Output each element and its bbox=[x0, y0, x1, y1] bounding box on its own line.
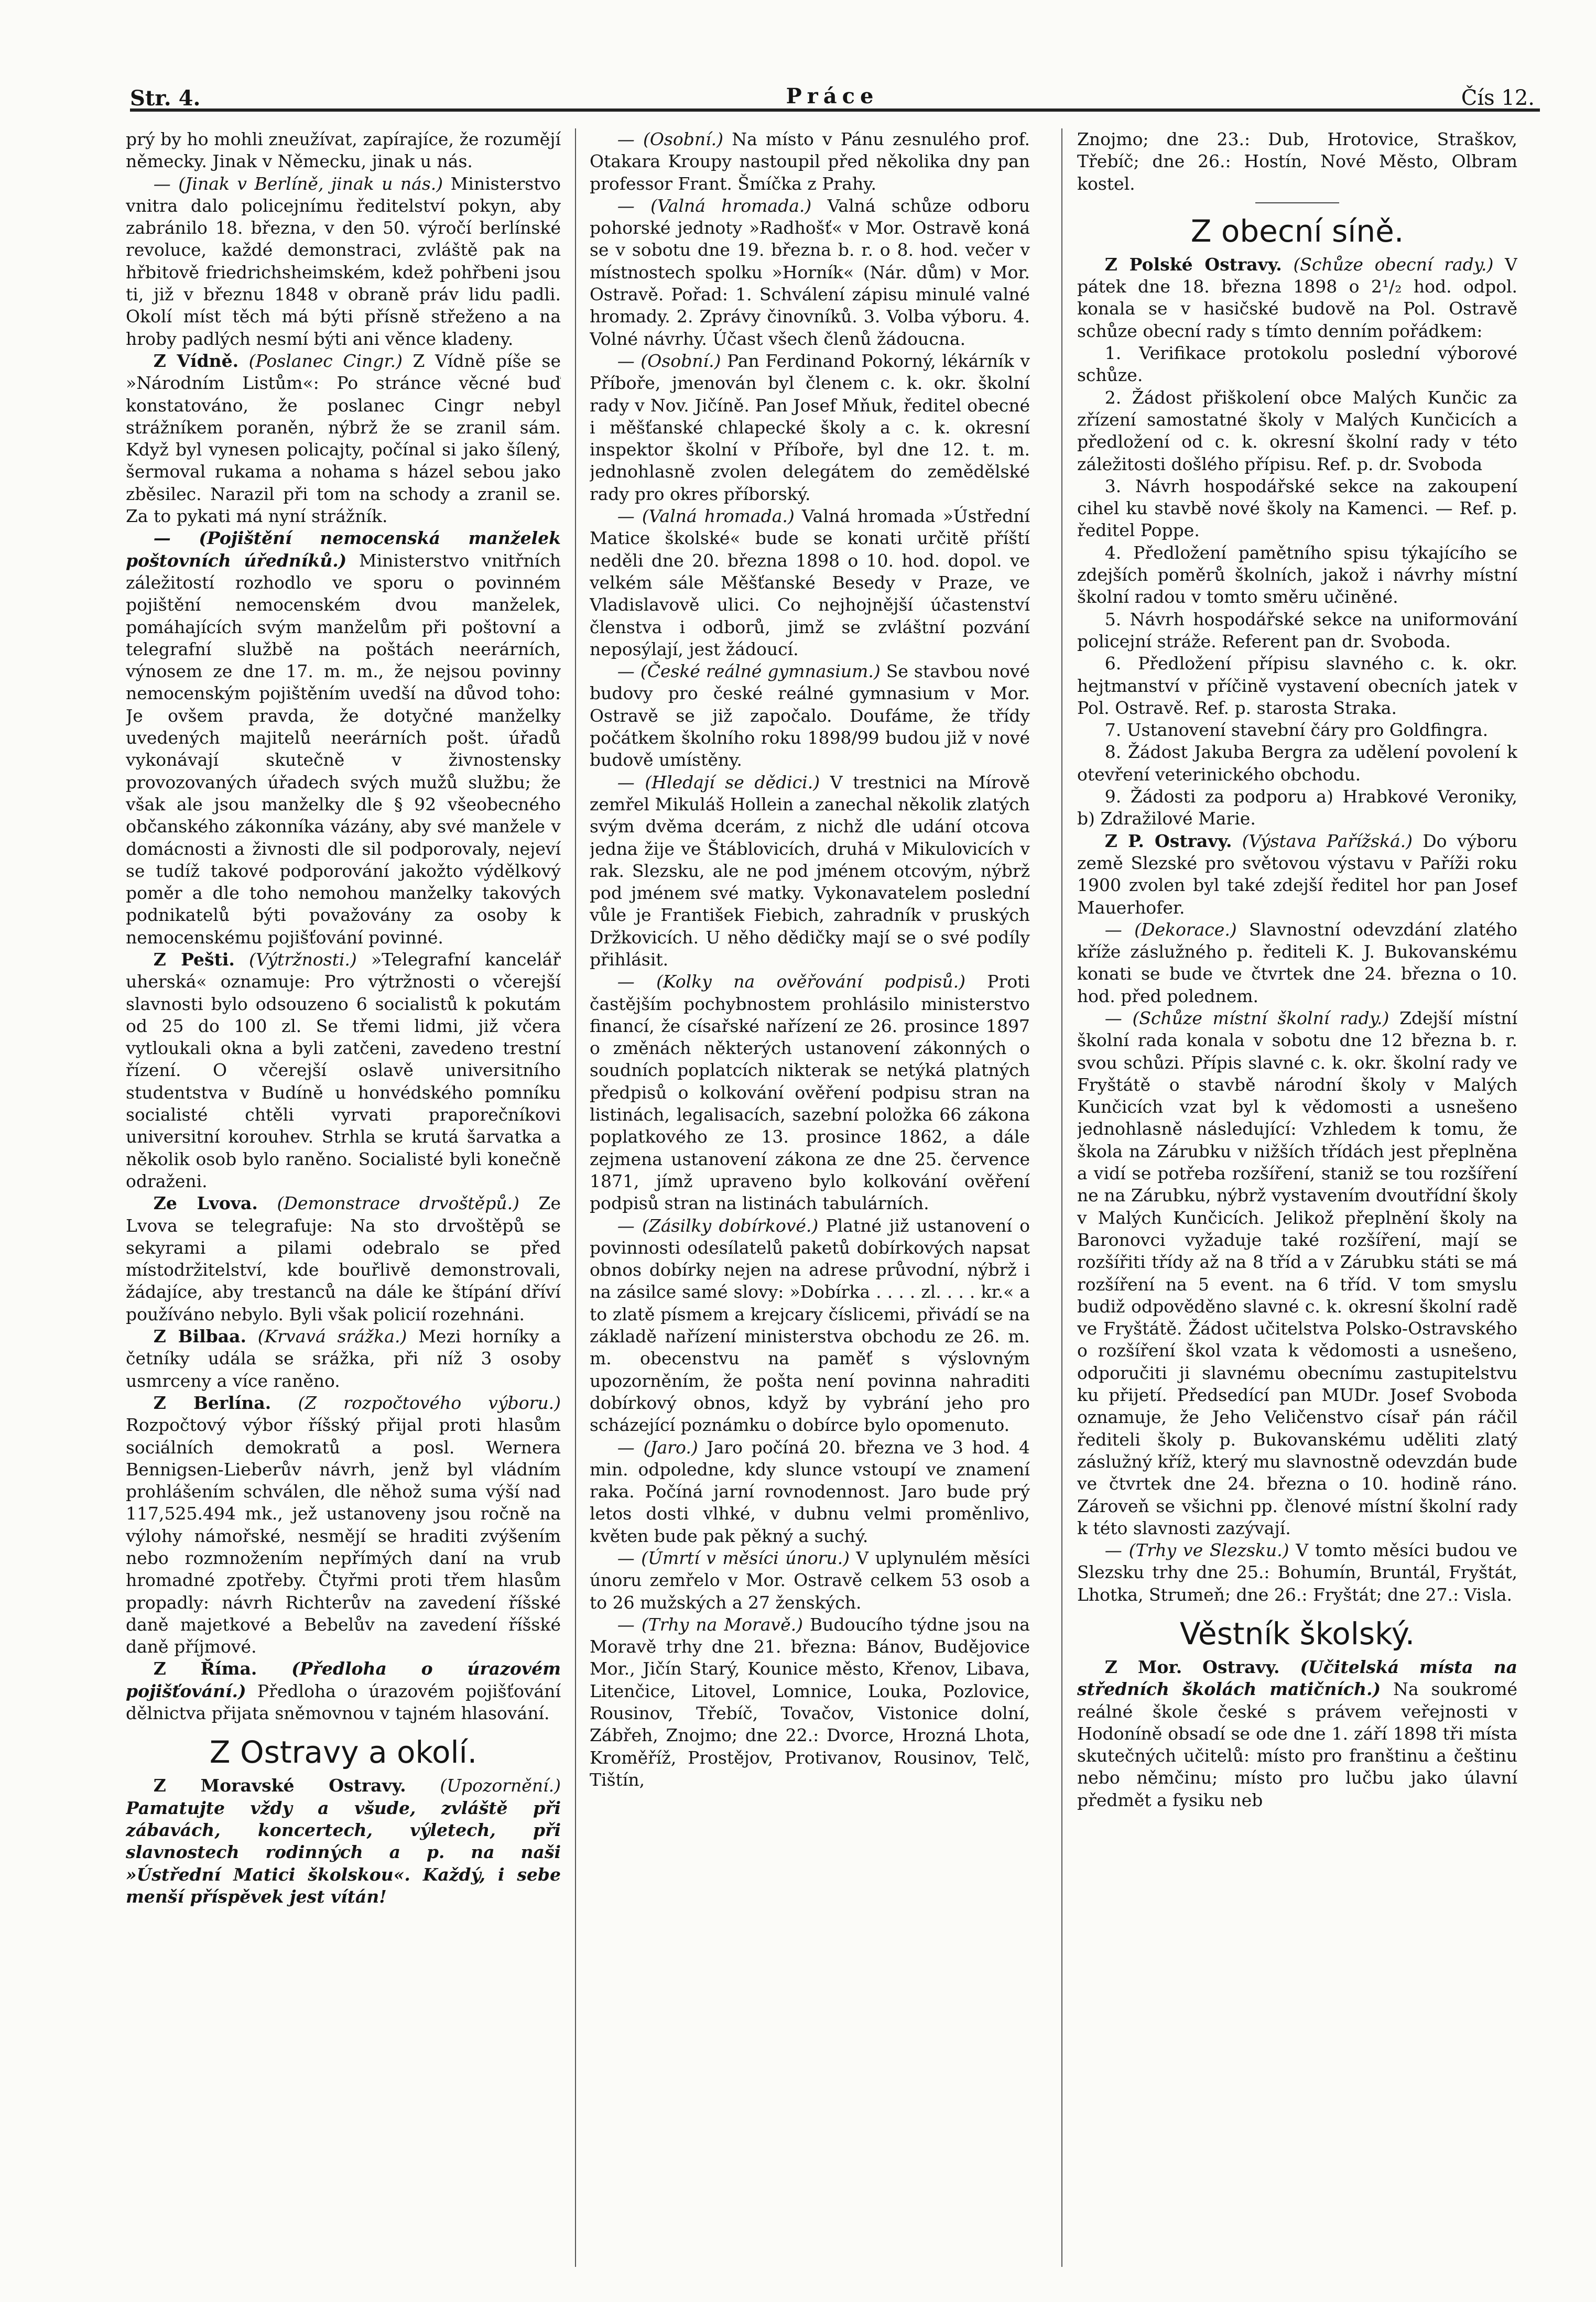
article bbox=[590, 1547, 1030, 1614]
article-location: Z Bilbaa. bbox=[153, 1326, 246, 1347]
article-body: V uplynulém měsíci únoru zemřelo v Mor. Ostravě celkem 53 osob a to 26 mužských a 27 ženských. bbox=[590, 1548, 1030, 1613]
column-1 bbox=[126, 128, 561, 2277]
agenda-item: 3. Návrh hospodářské sekce na zakoupení cihel ku stavbě nové školy na Kamenci. — Ref. p. ředitel Poppe. bbox=[1077, 475, 1517, 541]
column-3 bbox=[1077, 128, 1517, 2277]
agenda-item: 6. Předložení přípisu slavného c. k. okr. hejtmanství v příčině vystavení obecních jatek v Pol. Ostravě. Ref. p. starosta Straka. bbox=[1077, 653, 1517, 718]
article bbox=[590, 350, 1030, 505]
article-location: Z Vídně. bbox=[153, 350, 239, 371]
article-title: — (Pojištění nemocenská manželek poštovních úředníků.) bbox=[126, 528, 561, 571]
article-body: Platné již ustanovení o povinnosti odesílatelů paketů dobírkových napsat obnos dobírky nejen na adrese průvodní, nýbrž i na zásilce samé slovy: »Dobírka . . . . zl. . . . kr.« a to zlatě písmem a krejcary číslicemi, přivádí se na základě nařízení ministerstva obchodu ze 26. m. m. obecenstvu na paměť s výslovným upozorněním, že pošta není povinna nahraditi dobírkový obnos, když by vybrání jeho pro scházející poznámku o dobírce bylo opomenuto. bbox=[590, 1215, 1030, 1436]
article bbox=[1077, 254, 1517, 342]
article-title: — (Jaro.) bbox=[617, 1437, 698, 1458]
article-title: — (Hledají se dědici.) bbox=[617, 772, 820, 792]
article-title: — (Osobní.) bbox=[617, 129, 724, 149]
article-body: Na místo v Pánu zesnulého prof. Otakara Kroupy nastoupil před několika dny pan professor Frant. Šmíčka z Prahy. bbox=[590, 129, 1030, 194]
article-body: V trestnici na Mírově zemřel Mikuláš Hollein a zanechal několik zlatých svým dvěma dcerám, z nichž dle udání otcova jedna žije ve Štáblovicích, druhá v Mikulovicích v rak. Slezsku, ale ne pod jménem otcovým, nýbrž pod jménem své matky. Vykonavatelem poslední vůle je František Fiebich, zahradník v pruských Držkovicích. U něho dědičky mají se o své podíly přihlásit. bbox=[590, 772, 1030, 970]
article-text: Znojmo; dne 23.: Dub, Hrotovice, Straškov, Třebíč; dne 26.: Hostín, Nové Město, Olbram kostel. bbox=[1077, 129, 1517, 194]
article-body: Budoucího týdne jsou na Moravě trhy dne 21. března: Bánov, Budějovice Mor., Jičín Starý, Kounice město, Křenov, Libava, Litenčice, Litovel, Lomnice, Louka, Pozlovice, Rousinov, Třebíč, Tovačov, Vistonice dolní, Zábřeh, Znojmo; dne 22.: Dvorce, Hrozná Lhota, Kroměříž, Prostějov, Protivanov, Rousinov, Telč, Tištín, bbox=[590, 1614, 1030, 1790]
article-body: Valná schůze odboru pohorské jednoty »Radhošť« v Mor. Ostravě koná se v sobotu dne 19. března b. r. o 8. hod. večer v místnostech spolku »Horník« (Nár. dům) v Mor. Ostravě. Pořad: 1. Schválení zápisu minulé valné hromady. 2. Zprávy činovníků. 3. Volba výboru. 4. Volné návrhy. Účast všech členů žádoucna. bbox=[590, 195, 1030, 349]
article bbox=[590, 195, 1030, 350]
article bbox=[590, 128, 1030, 195]
article-body: Pan Ferdinand Pokorný, lékárník v Příboře, jmenován byl členem c. k. okr. školní rady v Nov. Jičíně. Pan Josef Mňuk, ředitel obecné i měšťanské chlapecké školy a c. k. okresní inspektor školní v Příboře, byl dne 12. t. m. jednohlasně zvolen delegátem do zemědělské rady pro okres příborský. bbox=[590, 350, 1030, 504]
article-title: — (Trhy ve Slezsku.) bbox=[1104, 1540, 1289, 1561]
article-body: Se stavbou nové budovy pro české reálné gymnasium v Mor. Ostravě se již započalo. Doufáme, že třídy počátkem školního roku 1898/99 budou již v nové budově umístěny. bbox=[590, 661, 1030, 770]
agenda-item: 5. Návrh hospodářské sekce na uniformování policejní stráže. Referent pan dr. Svoboda. bbox=[1077, 609, 1517, 651]
article-location: Z P. Ostravy. bbox=[1104, 830, 1232, 851]
article-title: (Schůze obecní rady.) bbox=[1282, 254, 1494, 275]
article bbox=[1077, 919, 1517, 1007]
article-title: — (Schůze místní školní rady.) bbox=[1104, 1007, 1389, 1028]
separator bbox=[1255, 202, 1339, 203]
article-title: (Výstava Pařížská.) bbox=[1232, 830, 1413, 851]
article-body: Jaro počíná 20. března ve 3 hod. 4 min. odpoledne, kdy slunce vstoupí ve znamení raka. Počíná jarní rovnodennost. Jaro bude prý letos dosti vlhké, v dubnu velmi proměnlivo, květen bude pak pěkný a suchý. bbox=[590, 1437, 1030, 1546]
article-body: Pamatujte vždy a všude, zvláště při zábavách, koncertech, výletech, při slavnostech rodinných a p. na naši »Ústřední Matici školskou«. Každý, i sebe menší příspěvek jest vítán! bbox=[126, 1797, 561, 1907]
article-location: Ze Lvova. bbox=[153, 1193, 258, 1214]
article-title: — (Jinak v Berlíně, jinak u nás.) bbox=[153, 173, 443, 194]
article bbox=[126, 350, 561, 527]
agenda-item: 2. Žádost přiškolení obce Malých Kunčic za zřízení samostatné školy v Malých Kunčicích a předložení od c. k. okresní školní rady v této záležitosti došlého přípisu. Ref. p. dr. Svoboda bbox=[1077, 387, 1517, 474]
page-number: Str. 4. bbox=[130, 86, 201, 111]
masthead-title: Práce bbox=[786, 84, 879, 108]
article-body: Předloha o úrazovém pojišťování dělnictva přijata sněmovnou v tajném hlasování. bbox=[126, 1680, 561, 1724]
article bbox=[126, 1192, 561, 1326]
column-divider-1 bbox=[575, 128, 576, 2267]
article-title: — (Valná hromada.) bbox=[617, 506, 795, 527]
article bbox=[590, 660, 1030, 771]
article-title: — (Kolky na ověřování podpisů.) bbox=[617, 971, 965, 992]
agenda-item: 8. Žádost Jakuba Bergra za udělení povolení k otevření veterinického obchodu. bbox=[1077, 742, 1517, 785]
article-title: (Demonstrace drvoštěpů.) bbox=[257, 1193, 519, 1214]
article-body: »Telegrafní kancelář uherská« oznamuje: Pro výtržnosti o včerejší slavnosti bylo odsouzeno 6 socialistů k pokutám od 25 do 100 zl. Se třemi lidmi, již včera vytloukali okna a byli zatčeni, zavedeno trestní řízení. O včerejší oslavě universitního studentstva v Budíně u honvédského pomníku socialisté chtěli vyrvati praporečníkovi universitní korouhev. Strhla se krutá šarvatka a několik osob bylo raněno. Socialisté byli konečně odraženi. bbox=[126, 949, 561, 1191]
article-text: prý by ho mohli zneužívat, zapírajíce, že rozumějí německy. Jinak v Německu, jinak u nás. bbox=[126, 129, 561, 172]
article-title: (Výtržnosti.) bbox=[234, 949, 357, 970]
article-title: (Předloha o úrazovém pojišťování.) bbox=[126, 1658, 561, 1701]
article-title: (Poslanec Cingr.) bbox=[238, 350, 403, 371]
article-body: V pátek dne 18. března 1898 o 2¹/₂ hod. odpol. konala se v hasičské budově na Pol. Ostravě schůze obecní rady s tímto denním pořádkem: bbox=[1077, 254, 1517, 341]
article bbox=[126, 1775, 561, 1908]
article-title: — (Valná hromada.) bbox=[617, 195, 812, 216]
article-body: Zdejší místní školní rada konala v sobotu dne 12 března b. r. svou schůzi. Přípis slavné c. k. okr. školní rady ve Fryštátě o stavbě národní školy v Malých Kunčicích vzat byl k vědomosti a usnešeno jednohlasně následující: Vzhledem k tomu, že škola na Zárubku v nižších třídách jest přeplněna a vidí se potřeba rozšíření, staniž se tou rozšíření ne na Zárubku, nýbrž vystavením dvoutřídní školy v Malých Kunčicích. Jelikož přeplnění školy na Baronovci vyžaduje také rozšíření, mají se rozšířiti třídy až na 8 tříd a v Zárubku státi se má rozšíření na 5 event. na 6 tříd. V tom smyslu budiž odpověděno slavné c. k. okresní školní radě ve Fryštátě. Žádost učitelstva Polsko-Ostravského o rozšíření škol vzata k vědomosti a usnešeno, odporučiti ji slavnému obecnímu zastupitelstvu ku přijetí. Předsedící pan MUDr. Josef Svoboda oznamuje, že Jeho Veličenstvo císař pán ráčil řediteli školy p. Bukovanskému uděliti zlatý záslužný kříž, který mu slavnostně odevzdán bude ve čtvrtek dne 24. března o 10. hodině ráno. Zároveň se všichni pp. členové místní školní rady k této slavnosti zazývají. bbox=[1077, 1007, 1517, 1538]
article bbox=[1077, 830, 1517, 919]
article bbox=[590, 505, 1030, 660]
article bbox=[126, 1326, 561, 1392]
article-location: Z Mor. Ostravy. bbox=[1104, 1657, 1280, 1677]
article-location: Z Říma. bbox=[153, 1658, 257, 1679]
article-location: Z Pešti. bbox=[153, 949, 235, 970]
article bbox=[590, 1215, 1030, 1437]
article-body: Mezi horníky a četníky udála se srážka, při níž 3 osoby usmrceny a více raněno. bbox=[126, 1326, 561, 1391]
article-title: (Krvavá srážka.) bbox=[246, 1326, 407, 1347]
article-title: — (Trhy na Moravě.) bbox=[617, 1614, 803, 1635]
article-location: Z Moravské Ostravy. bbox=[153, 1775, 406, 1796]
article-title: — (Úmrtí v měsíci únoru.) bbox=[617, 1548, 850, 1568]
page-header bbox=[130, 79, 1535, 112]
article-body: Ministerstvo vnitra dalo policejnímu ředitelství pokyn, aby zabránilo 18. března, v den 50. výročí berlínské revoluce, každé demonstraci, zvláště pak na hřbitově friedrichsheimském, kdež pohřbeni jsou ti, již v březnu 1848 v obraně práv lidu padli. Okolí míst těch má býti přísně střeženo a na hroby padlých nesmí býti ani věnce kladeny. bbox=[126, 173, 561, 349]
agenda-item: 7. Ustanovení stavební čáry pro Goldfingra. bbox=[1104, 720, 1489, 741]
article bbox=[590, 772, 1030, 971]
article-title: (Upozornění.) bbox=[406, 1775, 561, 1796]
article-body: Slavnostní odevzdání zlatého kříže záslužného p. řediteli K. J. Bukovanskému konati se bude ve čtvrtek dne 24. března o 10. hod. před polednem. bbox=[1077, 919, 1517, 1006]
article bbox=[126, 1392, 561, 1658]
article-body: Valná hromada »Ústřední Matice školské« bude se konati určitě příští neděli dne 20. března 1898 o 10. hod. dopol. ve velkém sále Měšťanské Besedy v Praze, ve Vladislavově ulici. Co nejhojnější účastenství členstva i odborů, jimž se zvláštní pozvání neposýlají, jest žádoucí. bbox=[590, 506, 1030, 659]
article-body: Ze Lvova se telegrafuje: Na sto drvoštěpů se sekyrami a pilami odebralo se před místodržitelství, kde bouřlivě demonstrovali, žádajíce, aby trestanců na dále ke štípání dříví používáno nebylo. Byli však policií rozehnáni. bbox=[126, 1193, 561, 1324]
article bbox=[1077, 1656, 1517, 1811]
article-title: — (Osobní.) bbox=[617, 350, 721, 371]
column-2 bbox=[590, 128, 1030, 2277]
article-title: (Učitelská místa na středních školách matičních.) bbox=[1077, 1657, 1517, 1700]
article-title: — (České reálné gymnasium.) bbox=[617, 661, 881, 682]
article-body: Ministerstvo vnitřních záležitostí rozhodlo ve sporu o povinném pojištění nemocenském dvou manželek, pomáhajících svým manželům při poštovní a telegrafní službě na poštách neerárních, výnosem ze dne 17. m. m., že nejsou povinny nemocenským pojištěním uvedší na důvod toho: Je ovšem pravda, že dotyčné manželky uvedených majitelů neerárních pošt. úřadů vykonávají skutečně v živnostensky provozovaných úřadech svých mužů službu; že však ale jsou manželky dle § 92 všeobecného občanského zákonníka vázány, aby své manžele v domácnosti a živnosti dle sil podporovaly, nejeví se tudíž takové podporování jakožto výdělkový poměr a dle toho nemohou manželky takových podnikatelů býti považovány za osoby k nemocenskému pojišťování povinné. bbox=[126, 550, 561, 948]
article bbox=[126, 527, 561, 949]
article-location: Z Berlína. bbox=[153, 1392, 272, 1413]
article-body: V tomto měsíci budou ve Slezsku trhy dne 25.: Bohumín, Bruntál, Fryštát, Lhotka, Strumeň; dne 26.: Fryštát; dne 27.: Visla. bbox=[1077, 1540, 1517, 1605]
header-rule bbox=[130, 108, 1540, 112]
article bbox=[126, 1658, 561, 1724]
article-title: — (Dekorace.) bbox=[1104, 919, 1237, 940]
article-body: Z Vídně píše se »Národním Listům«: Po stránce věcné buď konstatováno, že poslanec Cingr nebyl strážníkem poraněn, nýbrž že se zranil sám. Když byl vynesen policajty, počínal si jako šílený, šermoval rukama a nohama s házel sebou jako zběsilec. Narazil při tom na schody a zranil se. Za to pykati má nyní strážník. bbox=[126, 350, 561, 527]
section-heading: Věstník školský. bbox=[1179, 1616, 1415, 1652]
agenda-item: 1. Verifikace protokolu poslední výborové schůze. bbox=[1077, 343, 1517, 386]
article bbox=[126, 949, 561, 1192]
article bbox=[590, 1614, 1030, 1791]
article-body: Rozpočtový výbor říšský přijal proti hlasům sociálních demokratů a posl. Wernera Bennigsen-Lieberův návrh, jenž byl vládním prohlášením schválen, dle něhož suma výší nad 117,525.494 mk., jež ustanoveny jsou ročně na výlohy námořské, nesmějí se hraditi zvýšením nebo rozmnožením nepřímých daní na vrub hromadné zpotřeby. Čtyřmi proti třem hlasům propadly: návrh Richterův na zavedení říšské daně majetkové a Bebelův na zavedení říšské daně příjmové. bbox=[126, 1415, 561, 1657]
section-heading: Z Ostravy a okolí. bbox=[209, 1734, 477, 1771]
agenda-item: 4. Předložení pamětního spisu týkajícího se zdejších poměrů školních, jakož i návrhy místní školní radou v tomto směru učiněné. bbox=[1077, 542, 1517, 607]
article bbox=[126, 173, 561, 350]
agenda-item: 9. Žádosti za podporu a) Hrabkové Veroniky, b) Zdražilové Marie. bbox=[1077, 786, 1517, 829]
article-location: Z Polské Ostravy. bbox=[1104, 254, 1282, 275]
column-divider-2 bbox=[1061, 128, 1062, 2267]
article-body: Do výboru země Slezské pro světovou výstavu v Paříži roku 1900 zvolen byl také zdejší ředitel hor pan Josef Mauerhofer. bbox=[1077, 830, 1517, 918]
article-body: Na soukromé reálné škole české s právem veřejnosti v Hodoníně obsadí se ode dne 1. září 1898 tři místa skutečných učitelů: místo pro franštinu a češtinu nebo němčinu; místo pro lučbu jako úlavní předmět a fysiku neb bbox=[1077, 1679, 1517, 1810]
section-heading: Z obecní síně. bbox=[1190, 213, 1404, 249]
article bbox=[590, 971, 1030, 1214]
issue-number: Čís 12. bbox=[1461, 86, 1535, 110]
article-body: Proti častějším pochybnostem prohlásilo ministerstvo financí, že císařské nařízení ze 26. prosince 1897 o změnách některých ustanovení zákonných o soudních poplatcích nikterak se netýká platných předpisů o kolkování ověření podpisu stran na listinách, legalisacích, sazební položka 66 zákona poplatkového ze 13. prosince 1862, a dále zejmena ustanovení zákona ze dne 25. července 1871, jímž upraveno bylo kolkování ověření podpisů stran na listinách tabulárních. bbox=[590, 971, 1030, 1214]
article-title: — (Zásilky dobírkové.) bbox=[617, 1215, 819, 1236]
article bbox=[1077, 1539, 1517, 1606]
article-title: (Z rozpočtového výboru.) bbox=[271, 1392, 561, 1413]
article bbox=[590, 1437, 1030, 1547]
article bbox=[1077, 1007, 1517, 1539]
